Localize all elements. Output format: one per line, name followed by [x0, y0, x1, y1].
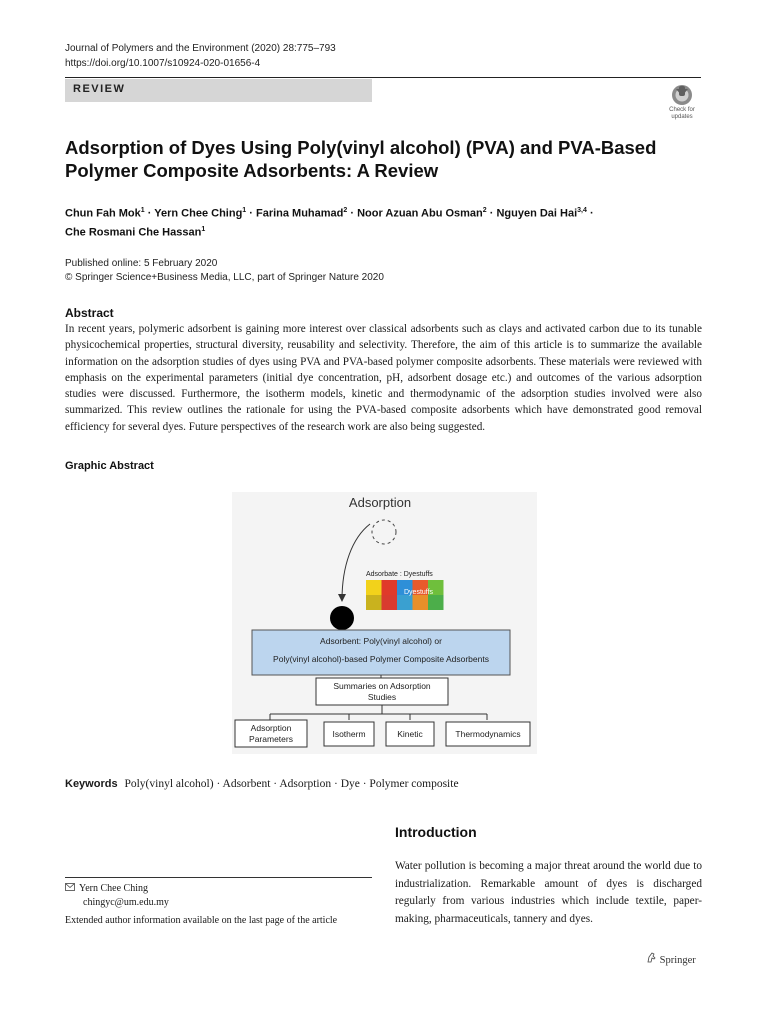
publisher-name: Springer — [659, 955, 696, 966]
leaf-isotherm: Isotherm — [332, 729, 366, 739]
author-affiliation: 1 — [201, 225, 206, 233]
abstract-text: In recent years, polymeric adsorbent is gaining more interest over classical adsorbents such as clays and activated carbon due to its tunable physicochemical properties, structural diversity, reusability and selectivity. Therefore, the aim of this article is to summarize the available information on the adsorption studies of dyes using PVA and PVA-based polymer composite adsorbents. These materials were reviewed with emphasis on the experimental parameters (initial dye concentration, pH, adsorbent dosage etc.) and outcomes of the various adsorption studies were discussed. Furthermore, the isotherm models, kinetic and thermodynamic of the adsorption studies involved were also summarized. This review outlines the rationale for using the PVA-based composite adsorbents which have demonstrated good removal efficiency for several dyes. Future perspectives of the research work are also being suggested. — [65, 323, 702, 433]
journal-citation: Journal of Polymers and the Environment (2020) 28:775–793 — [65, 43, 336, 54]
publisher-mark — [646, 952, 696, 966]
abstract-heading: Abstract — [65, 306, 114, 320]
journal-header — [65, 41, 336, 71]
author-affiliation: 3,4 — [577, 207, 587, 214]
adsorbent-line-2: Poly(vinyl alcohol)-based Polymer Composite Adsorbents — [273, 654, 489, 664]
doi-link[interactable]: https://doi.org/10.1007/s10924-020-01656-4 — [65, 58, 261, 69]
adsorbent-line-1: Adsorbent: Poly(vinyl alcohol) or — [320, 636, 442, 646]
author-name[interactable]: Farina Muhamad — [255, 207, 344, 220]
keywords-line — [65, 778, 459, 790]
paper-title — [65, 136, 665, 182]
section-bar — [65, 79, 372, 102]
introduction-heading: Introduction — [395, 824, 477, 840]
author-list: Chun Fah Mok$^1$ · Yern Chee Ching$^1$ · Farina Muhamad$^2$ · Noor Azuan Abu Osman$^2$ · Nguyen Dai Hai$^{3,4}$ · Che Rosmani Che Hassan$^1$ — [65, 207, 594, 239]
dyestuff-label: Dyestuffs — [404, 589, 434, 596]
adsorbent-particle — [330, 606, 354, 630]
dye-tile — [397, 595, 413, 610]
dye-tile — [366, 595, 382, 610]
summaries-line-2: Studies — [367, 692, 397, 702]
dye-tile — [382, 580, 398, 595]
author-name[interactable]: Noor Azuan Abu Osman — [357, 207, 483, 220]
published-date: Published online: 5 February 2020 — [65, 258, 218, 269]
badge-line-1: Check for — [669, 107, 695, 113]
check-for-updates-icon — [662, 83, 702, 107]
corresponding-author-name: Yern Chee Ching — [79, 883, 148, 894]
extended-author-info: Extended author information available on the last page of the article — [65, 915, 338, 926]
section-label: REVIEW — [73, 83, 126, 95]
envelope-icon — [65, 882, 79, 896]
leaf-parameters-line-2: Parameters — [249, 734, 293, 744]
author-affiliation: 1 — [242, 207, 247, 214]
leaf-parameters-line-1: Adsorption — [250, 723, 292, 733]
footnote-rule — [65, 877, 372, 878]
copyright-notice: © Springer Science+Business Media, LLC, part of Springer Nature 2020 — [65, 272, 384, 283]
author-affiliation: 2 — [482, 207, 487, 214]
author-name[interactable]: Chun Fah Mok — [65, 207, 141, 220]
badge-line-2: updates — [671, 114, 693, 120]
title-line-1: Adsorption of Dyes Using Poly(vinyl alcohol) (PVA) and PVA-Based — [65, 137, 657, 158]
dye-tile — [413, 595, 429, 610]
dye-tile — [428, 595, 444, 610]
check-for-updates-badge[interactable] — [662, 83, 702, 123]
leaf-kinetic: Kinetic — [397, 729, 423, 739]
graphic-abstract-heading: Graphic Abstract — [65, 460, 154, 472]
introduction-text: Water pollution is becoming a major threat around the world due to industrialization. Remarkable amount of dyes is discharged regularly from various industries which include textile, paper-making, pharmaceuticals, tannery and dyes. — [395, 860, 702, 925]
corresponding-email[interactable]: chingyc@um.edu.my — [83, 896, 169, 908]
author-affiliation: 2 — [343, 207, 348, 214]
title-line-2: Polymer Composite Adsorbents: A Review — [65, 160, 439, 181]
leaf-thermodynamics: Thermodynamics — [455, 729, 521, 739]
author-name[interactable]: Yern Chee Ching — [154, 207, 243, 220]
author-affiliation: 1 — [140, 207, 145, 214]
dye-tile — [382, 595, 398, 610]
publication-info — [65, 257, 384, 285]
corresponding-author — [65, 882, 169, 909]
springer-horse-icon — [646, 955, 660, 966]
header-rule — [65, 77, 701, 78]
author-name[interactable]: Che Rosmani Che Hassan — [65, 226, 202, 239]
graphic-abstract-figure — [232, 492, 537, 754]
dye-tile — [366, 580, 382, 595]
ga-title: Adsorption — [348, 495, 412, 510]
adsorbate-label: Adsorbate : Dyestuffs — [366, 571, 433, 578]
summaries-line-1: Summaries on Adsorption — [333, 681, 431, 691]
keywords-list: Poly(vinyl alcohol) · Adsorbent · Adsorption · Dye · Polymer composite — [124, 778, 459, 790]
keywords-label: Keywords — [65, 778, 118, 790]
author-name[interactable]: Nguyen Dai Hai — [496, 207, 578, 220]
